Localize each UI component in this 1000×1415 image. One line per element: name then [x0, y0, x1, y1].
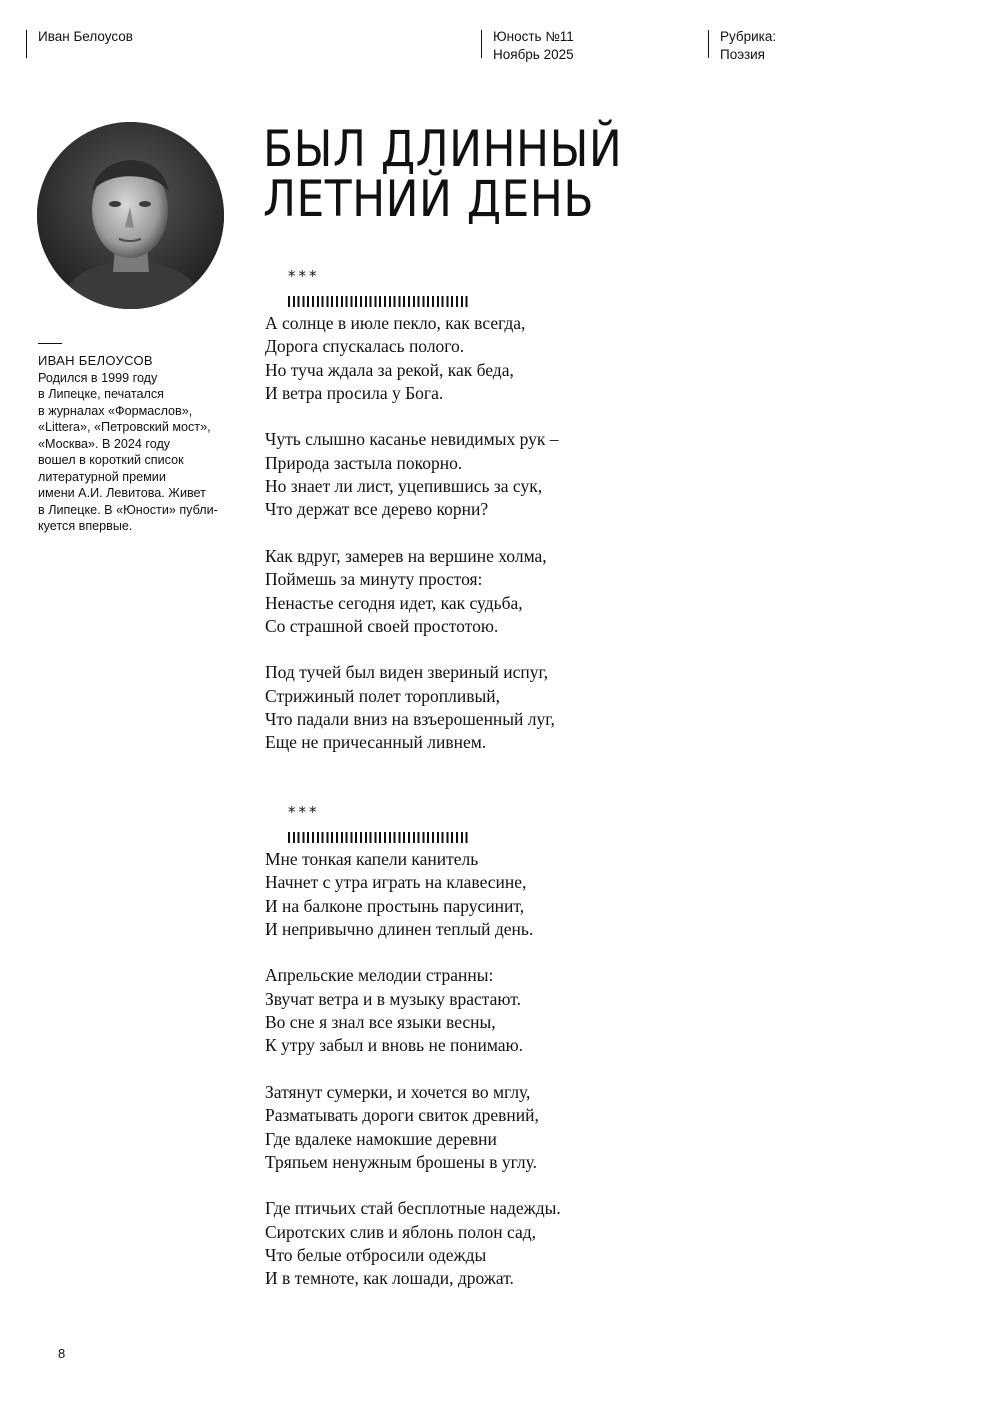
poem-marker: ***	[288, 267, 320, 285]
verse-line: Что падали вниз на взъерошенный луг,	[265, 709, 555, 730]
header-divider	[26, 30, 27, 58]
verse-line: Что держат все дерево корни?	[265, 499, 489, 520]
verse-line: И непривычно длинен теплый день.	[265, 918, 534, 939]
author-bio	[38, 353, 248, 535]
article-title	[263, 120, 623, 228]
stanza	[265, 545, 558, 638]
page-number: 8	[58, 1346, 66, 1361]
verse-line: Тряпьем ненужным брошены в углу.	[265, 1151, 537, 1172]
poem-verses	[265, 312, 558, 755]
bio-text: Родился в 1999 году в Липецке, печатался в журналах «Формаслов», «Littera», «Петровский мост», «Москва». В 2024 году вошел в короткий список литературной премии имени А.И. Левитова. Живет в Липецке. В «Юности» публи- куется впервые.	[38, 370, 218, 533]
author-portrait	[37, 122, 224, 309]
bio-divider	[38, 343, 62, 344]
stanza	[265, 1197, 561, 1290]
verse-line: Где птичьих стай бесплотные надежды.	[265, 1198, 561, 1219]
verse-line: Под тучей был виден звериный испуг,	[265, 662, 549, 683]
stanza	[265, 661, 558, 754]
verse-line: Поймешь за минуту простоя:	[265, 569, 483, 590]
verse-line: Дорога спускалась полого.	[265, 336, 465, 357]
poem-verses	[265, 848, 561, 1291]
verse-line: А солнце в июле пекло, как всегда,	[265, 313, 526, 333]
verse-line: Апрельские мелодии странны:	[265, 965, 494, 986]
verse-line: Начнет с утра играть на клавесине,	[265, 872, 527, 893]
stanza	[265, 848, 561, 941]
verse-line: Еще не причесанный ливнем.	[265, 732, 487, 753]
verse-line: Со страшной своей простотою.	[265, 615, 499, 636]
verse-line: Мне тонкая капели канитель	[265, 849, 479, 869]
header-author	[38, 28, 133, 46]
article-title-line-1: БЫЛ ДЛИННЫЙ	[263, 120, 623, 178]
header-issue-date: Ноябрь 2025	[493, 47, 574, 62]
verse-line: Звучат ветра и в музыку врастают.	[265, 988, 521, 1009]
poem-marker: ***	[288, 803, 320, 821]
verse-line: Где вдалеке намокшие деревни	[265, 1128, 497, 1149]
verse-line: Ненастье сегодня идет, как судьба,	[265, 592, 523, 613]
stanza	[265, 428, 558, 521]
verse-line: Что белые отбросили одежды	[265, 1245, 487, 1266]
poem-2	[265, 802, 561, 1314]
header-rubric-value: Поэзия	[720, 47, 765, 62]
verse-line: Но знает ли лист, уцепившись за сук,	[265, 476, 543, 497]
tally-divider	[288, 832, 468, 843]
header-divider	[481, 30, 482, 58]
verse-line: Стрижиный полет торопливый,	[265, 685, 501, 706]
verse-line: Затянут сумерки, и хочется во мглу,	[265, 1081, 531, 1102]
header-issue-number: Юность №11	[493, 29, 574, 44]
article-title-line-2: ЛЕТНИЙ ДЕНЬ	[263, 170, 594, 228]
verse-line: Чуть слышно касанье невидимых рук –	[265, 429, 559, 450]
header-rubric	[720, 28, 776, 64]
tally-divider	[288, 296, 468, 307]
verse-line: И ветра просила у Бога.	[265, 382, 444, 403]
bio-author-name: ИВАН БЕЛОУСОВ	[38, 353, 153, 368]
verse-line: И в темноте, как лошади, дрожат.	[265, 1268, 514, 1289]
poem-1	[265, 266, 558, 778]
author-portrait-image	[37, 122, 224, 309]
verse-line: Разматывать дороги свиток древний,	[265, 1105, 539, 1126]
header-divider	[708, 30, 709, 58]
verse-line: Как вдруг, замерев на вершине холма,	[265, 545, 547, 566]
stanza	[265, 964, 561, 1057]
verse-line: Но туча ждала за рекой, как беда,	[265, 359, 514, 380]
header-rubric-label: Рубрика:	[720, 29, 777, 44]
stanza	[265, 1081, 561, 1174]
stanza	[265, 312, 558, 405]
verse-line: Во сне я знал все языки весны,	[265, 1012, 496, 1033]
header-author-name: Иван Белоусов	[38, 29, 133, 44]
verse-line: Сиротских слив и яблонь полон сад,	[265, 1221, 537, 1242]
header-issue	[493, 28, 574, 64]
verse-line: Природа застыла покорно.	[265, 452, 463, 473]
verse-line: К утру забыл и вновь не понимаю.	[265, 1035, 524, 1056]
verse-line: И на балконе простынь парусинит,	[265, 895, 525, 916]
